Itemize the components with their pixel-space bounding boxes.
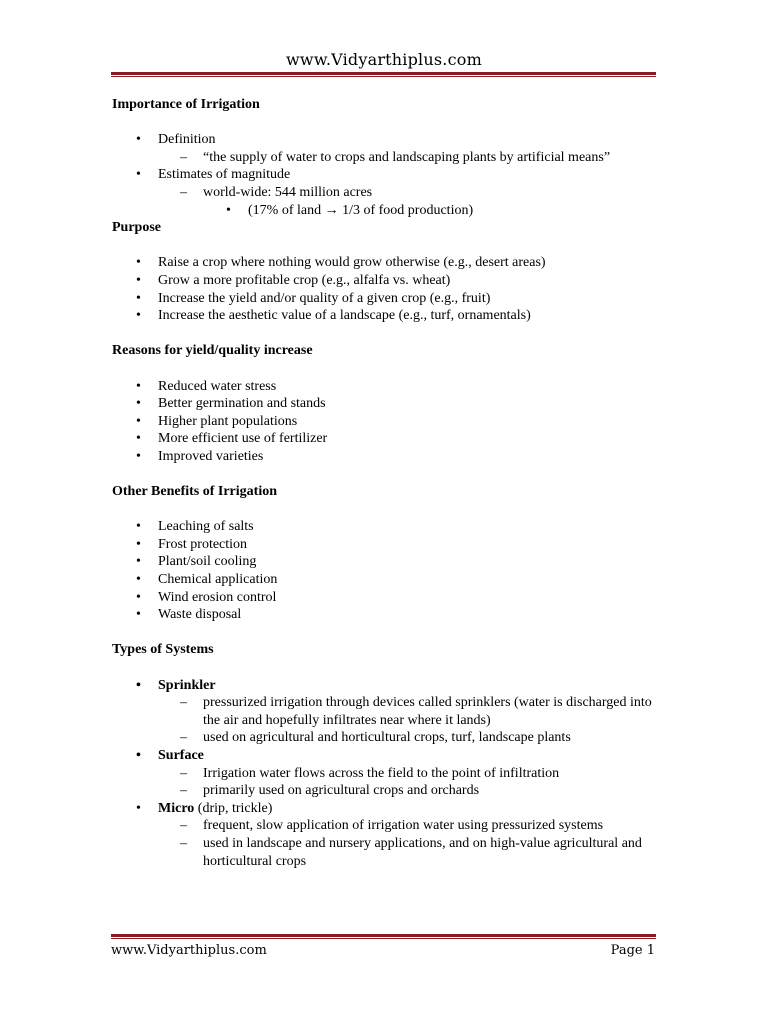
list-item-label: Micro [158, 800, 195, 816]
section-title-reasons: Reasons for yield/quality increase [112, 343, 313, 359]
footer-divider [111, 934, 656, 939]
section-title-importance: Importance of Irrigation [112, 97, 260, 112]
list-item: • Plant/soil cooling [112, 553, 662, 571]
document-body [112, 96, 662, 870]
list-item [112, 800, 662, 818]
list-item: • Better germination and stands [112, 395, 662, 413]
header-site-title: www.Vidyarthiplus.com [286, 50, 482, 69]
list-subsubitem: • (17% of land → 1/3 of food production) [112, 202, 662, 220]
list-item: • Chemical application [112, 571, 662, 589]
list-item: • Estimates of magnitude [112, 166, 662, 184]
list-item-suffix: (drip, trickle) [194, 800, 273, 816]
footer-site: www.Vidyarthiplus.com [111, 943, 267, 958]
list-item: • More efficient use of fertilizer [112, 430, 662, 448]
list-item: • Definition [112, 131, 662, 149]
list-subitem: – “the supply of water to crops and landscaping plants by artificial means” [112, 149, 662, 167]
section-title-purpose: Purpose [112, 220, 161, 236]
section-title-benefits: Other Benefits of Irrigation [112, 484, 277, 500]
list-item: • Reduced water stress [112, 378, 662, 396]
list-item: • Waste disposal [112, 606, 662, 624]
list-subitem: – pressurized irrigation through devices called sprinklers (water is discharged into the air and hopefully infiltrates near where it lands) [112, 694, 662, 729]
list-subitem: – primarily used on agricultural crops and orchards [112, 782, 662, 800]
list-subitem: – used in landscape and nursery applications, and on high-value agricultural and horticultural crops [112, 835, 662, 870]
list-item: • Increase the yield and/or quality of a given crop (e.g., fruit) [112, 290, 662, 308]
list-subitem: – world-wide: 544 million acres [112, 184, 662, 202]
list-item: • Sprinkler [112, 677, 662, 695]
list-subitem: – Irrigation water flows across the field to the point of infiltration [112, 765, 662, 783]
list-item: • Wind erosion control [112, 589, 662, 607]
list-subitem: – used on agricultural and horticultural crops, turf, landscape plants [112, 729, 662, 747]
list-item: • Raise a crop where nothing would grow otherwise (e.g., desert areas) [112, 254, 662, 272]
section-title-systems: Types of Systems [112, 642, 214, 658]
list-item: • Surface [112, 747, 662, 765]
page-number: Page 1 [610, 943, 655, 958]
list-item: • Grow a more profitable crop (e.g., alfalfa vs. wheat) [112, 272, 662, 290]
list-item: • Increase the aesthetic value of a landscape (e.g., turf, ornamentals) [112, 307, 662, 325]
list-item: • Frost protection [112, 536, 662, 554]
list-item: • Higher plant populations [112, 413, 662, 431]
list-item: • Improved varieties [112, 448, 662, 466]
list-item: • Leaching of salts [112, 518, 662, 536]
list-subitem: – frequent, slow application of irrigation water using pressurized systems [112, 817, 662, 835]
header-divider [111, 72, 656, 77]
